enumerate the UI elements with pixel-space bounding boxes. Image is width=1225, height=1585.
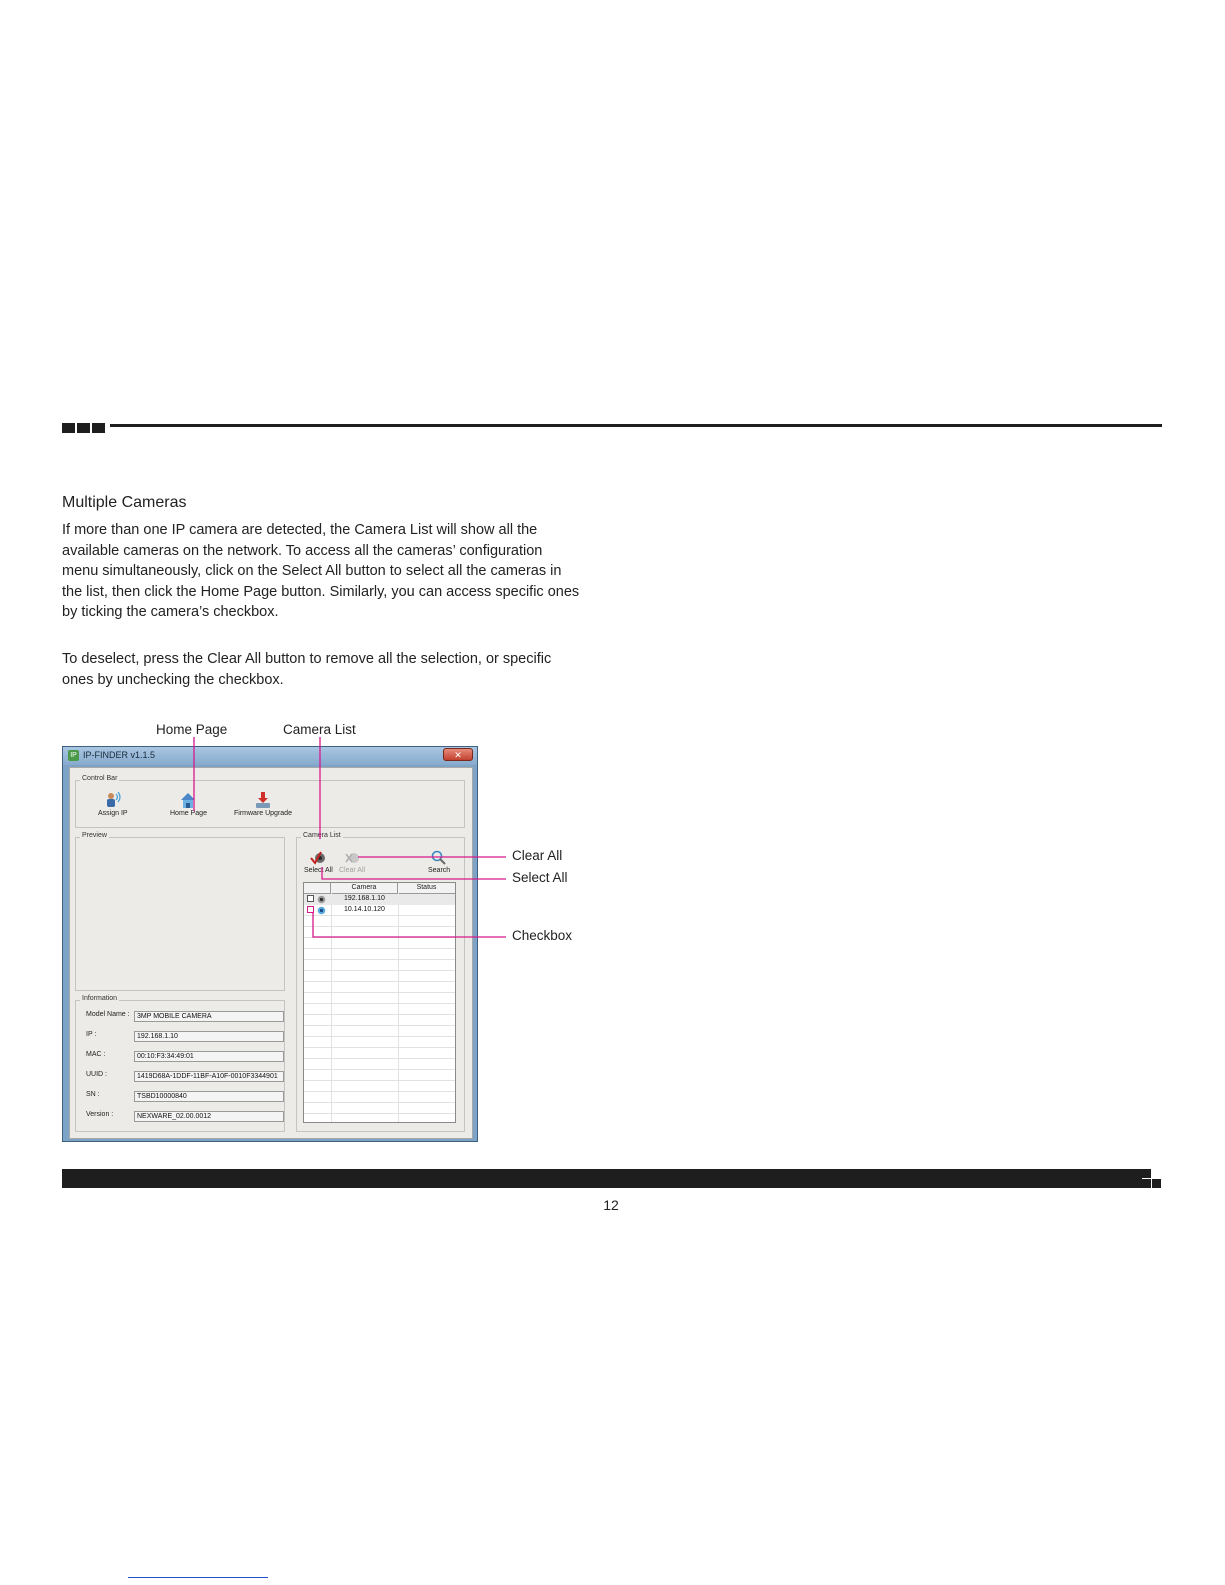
grid-line	[304, 1003, 456, 1004]
camera-row[interactable]	[304, 894, 455, 905]
paragraph-2: To deselect, press the Clear All button to remove all the selection, or specific ones by unchecking the checkbox.	[62, 651, 552, 688]
grid-line	[304, 1080, 456, 1081]
camera-ip: 10.14.10.120	[344, 906, 385, 913]
grid-line	[304, 948, 456, 949]
grid-line	[304, 992, 456, 993]
assign-ip-label: Assign IP	[98, 810, 128, 817]
model-name-field[interactable]: 3MP MOBILE CAMERA	[134, 1011, 284, 1022]
sn-field[interactable]: TSBD10000840	[134, 1091, 284, 1102]
window-client	[69, 767, 473, 1139]
home-icon	[179, 791, 197, 809]
version-field[interactable]: NEXWARE_02.00.0012	[134, 1111, 284, 1122]
assign-ip-icon	[104, 791, 122, 809]
information-group	[75, 995, 285, 1132]
window-title: IP-FINDER v1.1.5	[83, 750, 156, 760]
camera-list-header	[304, 883, 456, 894]
grid-line	[304, 1014, 456, 1015]
grid-line	[304, 1058, 456, 1059]
information-label: Information	[82, 995, 118, 1002]
camera-icon	[317, 906, 326, 915]
page-number: 12	[603, 1197, 619, 1213]
bottom-link-underline	[128, 1577, 268, 1578]
paragraph-1: If more than one IP camera are detected, the Camera List will show all the available cameras on the network. To access all the cameras’ configuration menu simultaneously, click on the Select All button to select all the cameras in the list, then click the Home Page button. Similarly, you can access specific ones by ticking the camera’s checkbox.	[62, 522, 580, 620]
camera-checkbox[interactable]	[307, 906, 314, 913]
grid-line	[304, 1047, 456, 1048]
close-button[interactable]: ✕	[443, 748, 473, 761]
select-all-button[interactable]	[304, 850, 333, 874]
header-square-3	[92, 423, 105, 433]
ip-label: IP :	[86, 1031, 97, 1038]
grid-line	[398, 893, 399, 1123]
preview-group	[75, 832, 285, 991]
grid-line	[304, 1025, 456, 1026]
callout-select-all: Select All	[512, 870, 568, 885]
ip-finder-window	[62, 746, 478, 1142]
home-page-button[interactable]	[170, 791, 207, 817]
camera-list-label: Camera List	[303, 832, 341, 839]
col-checkbox-header	[304, 883, 331, 893]
camera-list-table[interactable]	[303, 882, 456, 1123]
clear-all-button[interactable]	[339, 850, 365, 874]
footer-bar	[62, 1169, 1142, 1188]
grid-line	[304, 970, 456, 971]
footer-square-1	[1142, 1169, 1151, 1178]
footer-square-3	[1152, 1179, 1161, 1188]
uuid-field[interactable]: 1419D68A-1DDF-11BF-A10F-0010F3344901	[134, 1071, 284, 1082]
grid-line	[304, 1102, 456, 1103]
clear-all-icon	[343, 850, 361, 866]
preview-label: Preview	[82, 832, 107, 839]
camera-ip: 192.168.1.10	[344, 895, 385, 902]
model-name-label: Model Name :	[86, 1011, 130, 1018]
grid-line	[304, 1091, 456, 1092]
version-label: Version :	[86, 1111, 114, 1118]
control-bar-label: Control Bar	[82, 775, 118, 782]
grid-line	[304, 959, 456, 960]
col-camera-header[interactable]: Camera	[331, 883, 398, 893]
callout-checkbox: Checkbox	[512, 928, 573, 943]
grid-line	[304, 1113, 456, 1114]
app-icon: IP	[68, 750, 79, 761]
callout-camera-list: Camera List	[283, 722, 356, 737]
grid-line	[304, 926, 456, 927]
search-icon	[430, 850, 448, 866]
callout-home-page: Home Page	[156, 722, 228, 737]
clear-all-label: Clear All	[339, 867, 366, 874]
ip-field[interactable]: 192.168.1.10	[134, 1031, 284, 1042]
select-all-label: Select All	[304, 867, 333, 874]
assign-ip-button[interactable]	[98, 791, 128, 817]
header-square-1	[62, 423, 75, 433]
uuid-label: UUID :	[86, 1071, 107, 1078]
camera-checkbox[interactable]	[307, 895, 314, 902]
grid-line	[331, 893, 332, 1123]
search-label: Search	[428, 867, 451, 874]
callout-clear-all: Clear All	[512, 848, 563, 863]
camera-row[interactable]	[304, 905, 455, 916]
window-titlebar	[63, 747, 477, 765]
grid-line	[304, 1036, 456, 1037]
camera-icon	[317, 895, 326, 904]
mac-label: MAC :	[86, 1051, 106, 1058]
footer-square-2	[1142, 1179, 1151, 1188]
sn-label: SN :	[86, 1091, 100, 1098]
firmware-upgrade-button[interactable]	[234, 791, 292, 817]
firmware-upgrade-label: Firmware Upgrade	[234, 810, 292, 817]
section-title: Multiple Cameras	[62, 494, 187, 511]
camera-list-group	[296, 832, 465, 1132]
select-all-icon	[309, 850, 327, 866]
header-rule	[110, 424, 1162, 427]
home-page-label: Home Page	[170, 810, 207, 817]
mac-field[interactable]: 00:10:F3:34:49:01	[134, 1051, 284, 1062]
grid-line	[304, 1069, 456, 1070]
search-button[interactable]	[428, 850, 450, 874]
header-square-2	[77, 423, 90, 433]
grid-line	[304, 937, 456, 938]
col-status-header[interactable]: Status	[398, 883, 456, 893]
grid-line	[304, 981, 456, 982]
control-bar-group	[75, 775, 465, 828]
firmware-upgrade-icon	[254, 791, 272, 809]
